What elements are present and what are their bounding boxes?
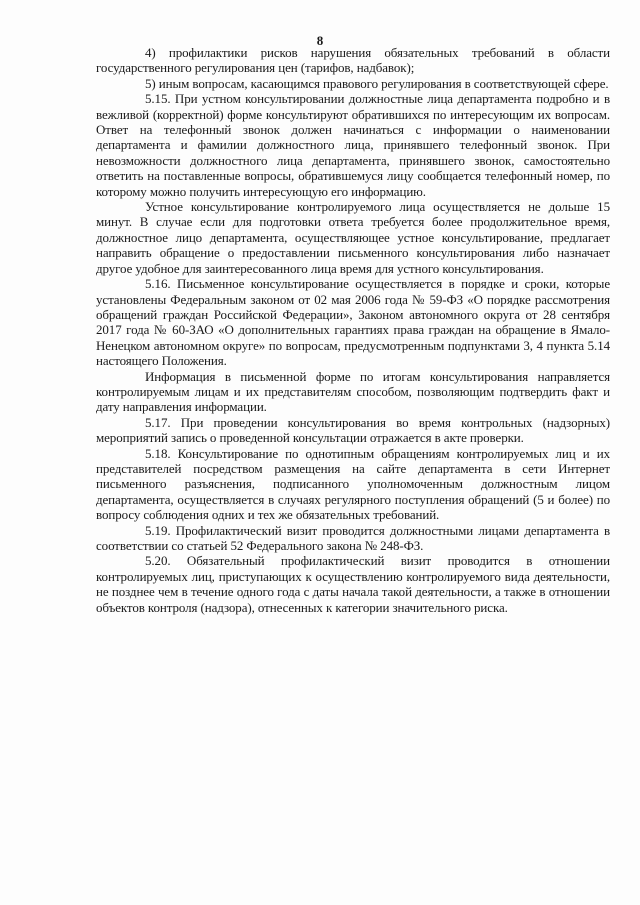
paragraph-5-15: 5.15. При устном консультировании должностные лица департамента подробно и в вежливой (корректной) форме консультируют обратившихся по интересующим их вопросам. Ответ на телефонный звонок должен начинаться с информации о наименовании департамента и фамилии должностного лица, принявшего телефонный звонок. При невозможности должностного лица департамента, принявшего звонок, самостоятельно ответить на поставленные вопросы, обратившемуся лицу сообщается телефонный номер, по которому можно получить интересующую его информацию. xyxy=(96,91,610,199)
paragraph-5-other-questions: 5) иным вопросам, касающимся правового регулирования в соответствующей сфере. xyxy=(145,75,609,91)
document-body xyxy=(96,45,610,615)
paragraph-5-20: 5.20. Обязательный профилактический визит проводится в отношении контролируемых лиц, приступающих к осуществлению контролируемого вида деятельности, не позднее чем в течение одного года с даты начала такой деятельности, а также в отношении объектов контроля (надзора), отнесенных к категории значительного риска. xyxy=(96,553,610,615)
paragraph-oral-consulting-duration: Устное консультирование контролируемого лица осуществляется не дольше 15 минут. В случае если для подготовки ответа требуется более продолжительное время, должностное лицо департамента, осуществляющее устное консультирование, предлагает направить обращение о предоставлении письменного консультирования либо назначает другое удобное для заинтересованного лица время для устного консультирования. xyxy=(96,199,610,276)
paragraph-5-19: 5.19. Профилактический визит проводится должностными лицами департамента в соответствии со статьей 52 Федерального закона № 248-ФЗ. xyxy=(96,522,610,553)
paragraph-5-18: 5.18. Консультирование по однотипным обращениям контролируемых лиц и их представителей посредством размещения на сайте департамента в сети Интернет письменного разъяснения, подписанного уполномоченным должностным лицом департамента, осуществляется в случаях регулярного поступления обращений (5 и более) по вопросу соблюдения одних и тех же обязательных требований. xyxy=(96,445,610,523)
paragraph-5-16: 5.16. Письменное консультирование осуществляется в порядке и сроки, которые установлены Федеральным законом от 02 мая 2006 года № 59-ФЗ «О порядке рассмотрения обращений граждан Российской Федерации», Законом автономного округа от 28 сентября 2017 года № 60-ЗАО «О дополнительных гарантиях права граждан на обращение в Ямало-Ненецком автономном округе» по вопросам, предусмотренным подпунктами 3, 4 пункта 5.14 настоящего Положения. xyxy=(96,276,610,369)
page-number: 8 xyxy=(316,33,324,48)
paragraph-5-17: 5.17. При проведении консультирования во время контрольных (надзорных) мероприятий запись о проведенной консультации отражается в акте проверки. xyxy=(96,414,610,446)
paragraph-4-price-regulation: 4) профилактики рисков нарушения обязательных требований в области государственного регулирования цен (тарифов, надбавок); xyxy=(96,45,610,76)
paragraph-written-information: Информация в письменной форме по итогам консультирования направляется контролируемым лицам и их представителям способом, позволяющим подтвердить факт и дату направления информации. xyxy=(96,368,610,415)
